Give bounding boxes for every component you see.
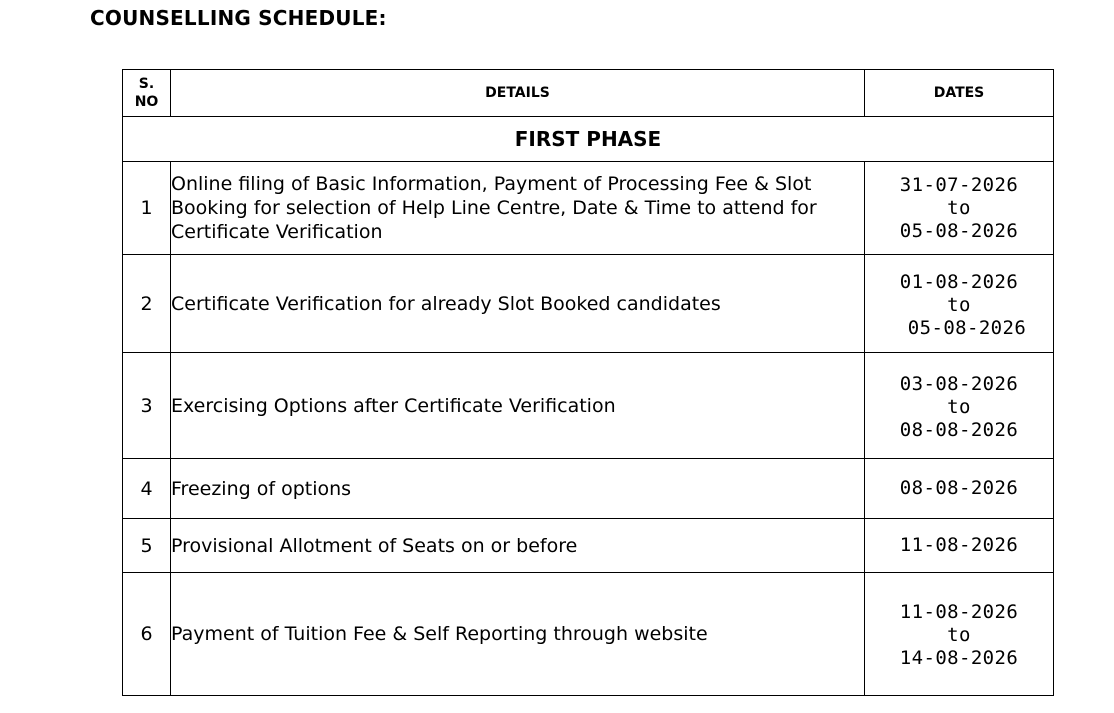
- row-details: Provisional Allotment of Seats on or before: [171, 519, 865, 573]
- date-to: 14-08-2026: [899, 647, 1019, 669]
- page-title: COUNSELLING SCHEDULE:: [90, 6, 387, 30]
- row-dates: [865, 573, 1054, 696]
- date-from: 03-08-2026: [899, 372, 1019, 395]
- header-row: [123, 70, 1054, 117]
- row-details: Freezing of options: [171, 459, 865, 519]
- row-sno: 4: [123, 459, 171, 519]
- date-from: 11-08-2026: [899, 601, 1019, 623]
- row-sno: 1: [123, 162, 171, 255]
- row-details: Online filing of Basic Information, Payment of Processing Fee & Slot Booking for selection of Help Line Centre, Date & Time to attend for Certificate Verification: [171, 162, 865, 255]
- header-details: DETAILS: [171, 70, 865, 117]
- phase-row: [123, 117, 1054, 162]
- date-single: 08-08-2026: [899, 477, 1019, 499]
- row-dates: [865, 255, 1054, 353]
- row-sno: 3: [123, 353, 171, 459]
- date-to: 08-08-2026: [899, 418, 1019, 441]
- row-details: Exercising Options after Certificate Verification: [171, 353, 865, 459]
- date-to-word: to: [947, 624, 971, 646]
- table-row: [123, 255, 1054, 353]
- date-to: 05-08-2026: [907, 316, 1027, 339]
- row-dates: [865, 353, 1054, 459]
- date-to-word: to: [947, 293, 971, 316]
- table-row: [123, 353, 1054, 459]
- row-sno: 6: [123, 573, 171, 696]
- date-single: 11-08-2026: [899, 534, 1019, 556]
- phase-heading: FIRST PHASE: [123, 117, 1054, 162]
- table-row: [123, 573, 1054, 696]
- date-to: 05-08-2026: [899, 219, 1019, 242]
- counselling-schedule-table: [122, 69, 1054, 696]
- date-from: 31-07-2026: [899, 173, 1019, 196]
- row-dates: [865, 162, 1054, 255]
- row-details: Certificate Verification for already Slot Booked candidates: [171, 255, 865, 353]
- row-sno: 5: [123, 519, 171, 573]
- date-to-word: to: [947, 395, 971, 418]
- header-sno-line2: NO: [134, 94, 159, 110]
- date-from: 01-08-2026: [899, 270, 1019, 293]
- row-sno: 2: [123, 255, 171, 353]
- date-to-word: to: [947, 196, 971, 219]
- table-row: [123, 519, 1054, 573]
- row-dates: [865, 519, 1054, 573]
- row-dates: [865, 459, 1054, 519]
- table-row: [123, 162, 1054, 255]
- header-sno-line1: S.: [138, 76, 155, 92]
- header-dates: DATES: [865, 70, 1054, 117]
- header-sno: [123, 70, 171, 117]
- table-row: [123, 459, 1054, 519]
- row-details: Payment of Tuition Fee & Self Reporting through website: [171, 573, 865, 696]
